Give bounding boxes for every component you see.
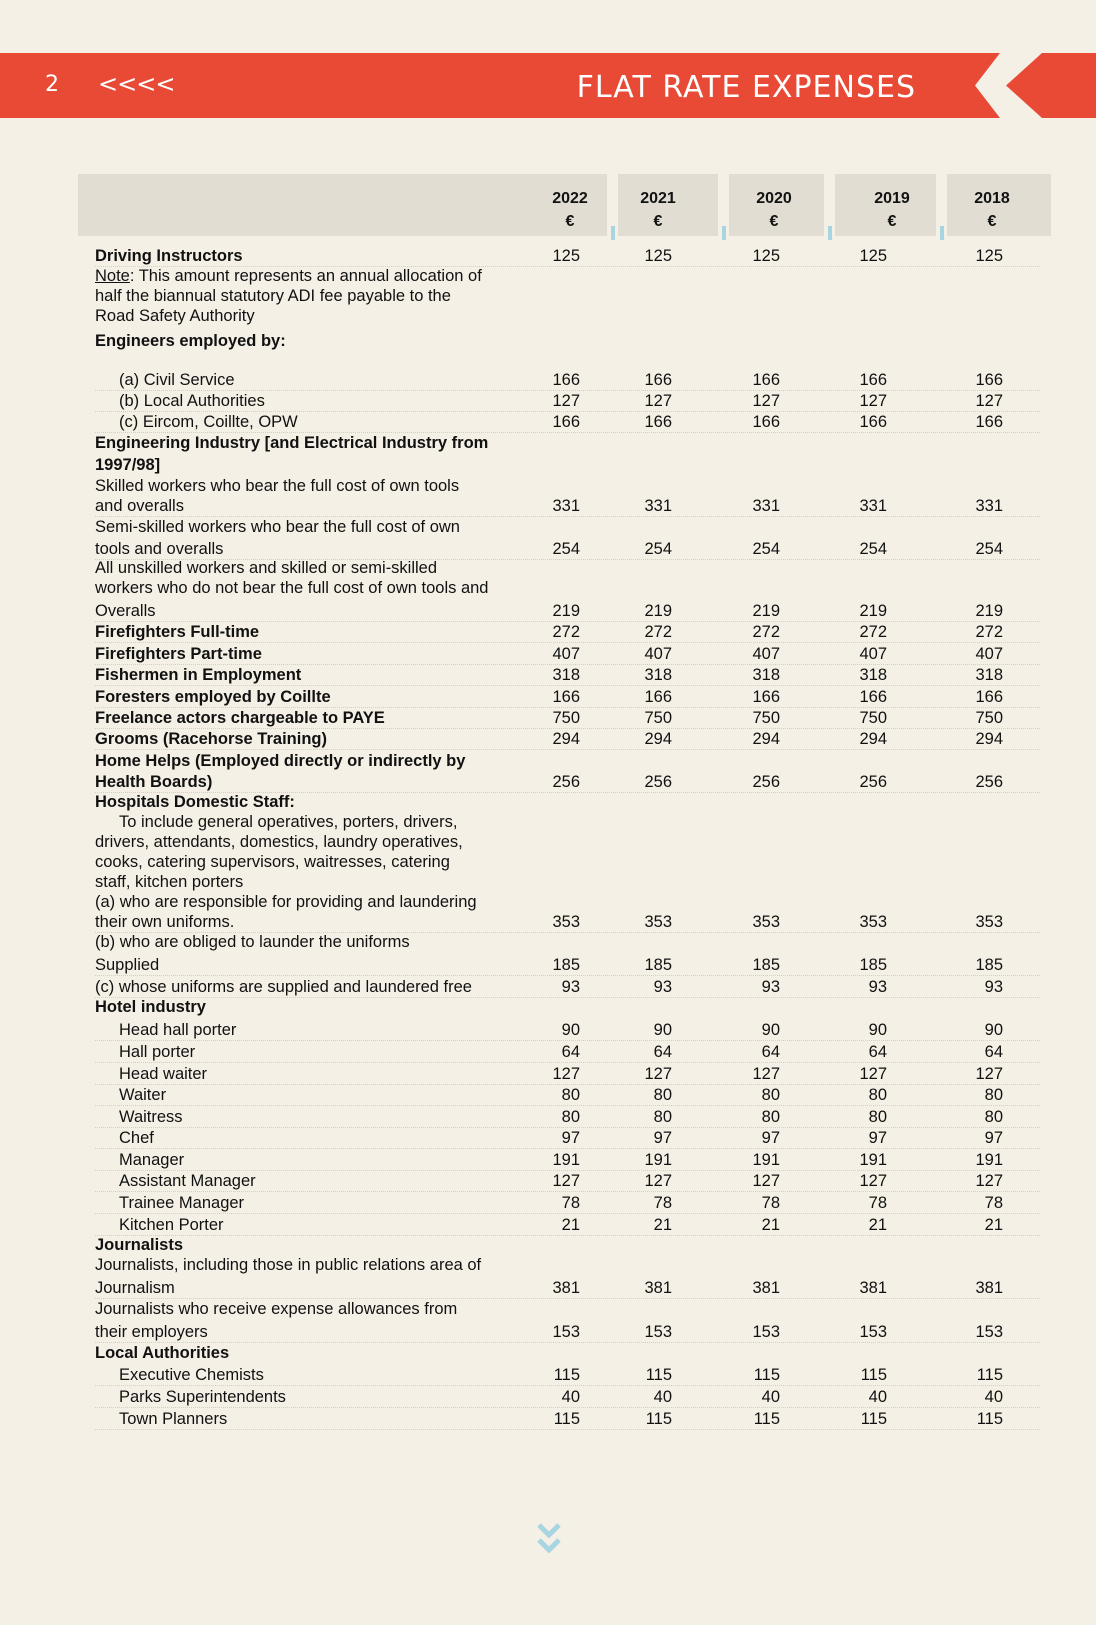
cell-value: 166 — [975, 371, 1003, 389]
cell-value: 40 — [984, 1388, 1003, 1406]
cell-value: 254 — [859, 540, 887, 558]
cell-value: 21 — [653, 1216, 672, 1234]
page-number: 2 — [45, 72, 59, 97]
row-label: Waiter — [119, 1086, 167, 1104]
year-header-2021: 2021 € — [640, 190, 676, 230]
cell-value: 64 — [561, 1043, 580, 1061]
cell-value: 21 — [984, 1216, 1003, 1234]
row-label: Parks Superintendents — [119, 1388, 286, 1406]
cell-value: 127 — [859, 1065, 887, 1083]
cell-value: 90 — [868, 1021, 887, 1039]
row-divider — [95, 1213, 1040, 1214]
cell-value: 381 — [552, 1279, 580, 1297]
row-divider — [95, 1385, 1040, 1386]
column-separator — [936, 174, 947, 236]
row-divider — [95, 1040, 1040, 1041]
cell-value: 750 — [752, 709, 780, 727]
row-label: (c) whose uniforms are supplied and laundered free — [95, 978, 472, 996]
cell-value: 166 — [752, 413, 780, 431]
section-heading: Hotel industry — [95, 998, 206, 1016]
cell-value: 294 — [644, 730, 672, 748]
row-divider — [95, 1105, 1040, 1106]
cell-value: 93 — [868, 978, 887, 996]
cell-value: 272 — [752, 623, 780, 641]
row-divider — [95, 1148, 1040, 1149]
row-label: Journalism — [95, 1279, 175, 1297]
cell-value: 153 — [644, 1323, 672, 1341]
cell-value: 127 — [552, 392, 580, 410]
cell-value: 80 — [561, 1108, 580, 1126]
cell-value: 90 — [984, 1021, 1003, 1039]
cell-value: 256 — [644, 773, 672, 791]
cell-value: 40 — [868, 1388, 887, 1406]
cell-value: 125 — [975, 247, 1003, 265]
section-heading: Journalists — [95, 1236, 184, 1254]
cell-value: 318 — [644, 666, 672, 684]
cell-value: 127 — [552, 1172, 580, 1190]
cell-value: 166 — [752, 688, 780, 706]
row-label: Health Boards) — [95, 773, 213, 791]
cell-value: 166 — [644, 413, 672, 431]
cell-value: 78 — [984, 1194, 1003, 1212]
cell-value: 407 — [552, 645, 580, 663]
cell-value: 166 — [859, 413, 887, 431]
cell-value: 153 — [752, 1323, 780, 1341]
row-label: (a) who are responsible for providing and laundering — [95, 893, 477, 911]
cell-value: 93 — [984, 978, 1003, 996]
cell-value: 97 — [653, 1129, 672, 1147]
cell-value: 21 — [761, 1216, 780, 1234]
cell-value: 127 — [975, 1172, 1003, 1190]
cell-value: 166 — [752, 371, 780, 389]
cell-value: 191 — [975, 1151, 1003, 1169]
cell-value: 254 — [975, 540, 1003, 558]
cell-value: 115 — [553, 1410, 580, 1428]
cell-value: 166 — [552, 371, 580, 389]
cell-value: 127 — [975, 392, 1003, 410]
cell-value: 381 — [752, 1279, 780, 1297]
cell-value: 185 — [975, 956, 1003, 974]
row-label: Overalls — [95, 602, 156, 620]
year-header-2020: 2020 € — [756, 190, 792, 230]
row-label: Supplied — [95, 956, 160, 974]
cell-value: 353 — [552, 913, 580, 931]
row-label: Waitress — [119, 1108, 183, 1126]
row-label: Firefighters Full-time — [95, 623, 260, 641]
cell-value: 166 — [859, 688, 887, 706]
cell-value: 80 — [984, 1108, 1003, 1126]
cell-value: 166 — [644, 688, 672, 706]
cell-value: 381 — [975, 1279, 1003, 1297]
cell-value: 80 — [984, 1086, 1003, 1104]
cell-value: 272 — [859, 623, 887, 641]
cell-value: 97 — [561, 1129, 580, 1147]
cell-value: 80 — [868, 1108, 887, 1126]
cell-value: 21 — [561, 1216, 580, 1234]
cell-value: 272 — [552, 623, 580, 641]
cell-value: 127 — [644, 1172, 672, 1190]
year-header-2019: 2019 € — [874, 190, 910, 230]
cell-value: 115 — [645, 1366, 672, 1384]
cell-value: 40 — [653, 1388, 672, 1406]
section-heading: 1997/98] — [95, 456, 161, 474]
cell-value: 125 — [752, 247, 780, 265]
row-label: (c) Eircom, Coillte, OPW — [119, 413, 298, 431]
cell-value: 127 — [859, 392, 887, 410]
cell-value: 294 — [859, 730, 887, 748]
row-label: Chef — [119, 1129, 154, 1147]
double-chevron-left-icon[interactable]: <<<< — [98, 70, 175, 98]
cell-value: 64 — [761, 1043, 780, 1061]
cell-value: 125 — [859, 247, 887, 265]
column-separator — [824, 174, 835, 236]
row-label: tools and overalls — [95, 540, 224, 558]
cell-value: 153 — [859, 1323, 887, 1341]
cell-value: 272 — [644, 623, 672, 641]
cell-value: 64 — [653, 1043, 672, 1061]
row-label: (b) Local Authorities — [119, 392, 265, 410]
cell-value: 80 — [761, 1108, 780, 1126]
cell-value: 318 — [859, 666, 887, 684]
cell-value: 185 — [552, 956, 580, 974]
row-label: staff, kitchen porters — [95, 873, 244, 891]
cell-value: 254 — [752, 540, 780, 558]
cell-value: 331 — [975, 497, 1003, 515]
cell-value: 115 — [753, 1410, 780, 1428]
cell-value: 191 — [859, 1151, 887, 1169]
cell-value: 750 — [644, 709, 672, 727]
row-label: their employers — [95, 1323, 208, 1341]
cell-value: 256 — [552, 773, 580, 791]
section-heading: Engineering Industry [and Electrical Industry from — [95, 434, 489, 452]
row-label: Journalists, including those in public relations area of — [95, 1256, 482, 1274]
cell-value: 381 — [859, 1279, 887, 1297]
section-heading: Hospitals Domestic Staff: — [95, 793, 295, 811]
cell-value: 331 — [644, 497, 672, 515]
cell-value: 185 — [752, 956, 780, 974]
note-prefix: Note — [95, 267, 130, 285]
cell-value: 381 — [644, 1279, 672, 1297]
row-label: (a) Civil Service — [119, 371, 235, 389]
row-divider — [95, 749, 1040, 750]
cell-value: 40 — [561, 1388, 580, 1406]
row-label: Journalists who receive expense allowances from — [95, 1300, 458, 1318]
row-label: Assistant Manager — [119, 1172, 256, 1190]
cell-value: 127 — [552, 1065, 580, 1083]
cell-value: 127 — [644, 392, 672, 410]
cell-value: 115 — [860, 1410, 887, 1428]
cell-value: 115 — [860, 1366, 887, 1384]
note-text: : This amount represents an annual allocation of — [129, 267, 482, 285]
row-label: Head hall porter — [119, 1021, 237, 1039]
double-chevron-down-icon[interactable] — [536, 1522, 562, 1558]
cell-value: 219 — [644, 602, 672, 620]
cell-value: 185 — [859, 956, 887, 974]
cell-value: 90 — [761, 1021, 780, 1039]
row-label: Skilled workers who bear the full cost of own tools — [95, 477, 460, 495]
driving-instructors-label: Driving Instructors — [95, 247, 243, 265]
cell-value: 407 — [752, 645, 780, 663]
cell-value: 97 — [984, 1129, 1003, 1147]
cell-value: 254 — [644, 540, 672, 558]
row-label: Trainee Manager — [119, 1194, 245, 1212]
page-title: FLAT RATE EXPENSES — [576, 70, 916, 105]
cell-value: 353 — [859, 913, 887, 931]
cell-value: 115 — [976, 1366, 1003, 1384]
cell-value: 127 — [859, 1172, 887, 1190]
row-label: cooks, catering supervisors, waitresses, catering — [95, 853, 450, 871]
cell-value: 185 — [644, 956, 672, 974]
cell-value: 294 — [752, 730, 780, 748]
row-label: Foresters employed by Coillte — [95, 688, 331, 706]
row-label: Executive Chemists — [119, 1366, 264, 1384]
year-header-2018: 2018 € — [974, 190, 1010, 230]
cell-value: 21 — [868, 1216, 887, 1234]
cell-value: 80 — [653, 1086, 672, 1104]
cell-value: 115 — [553, 1366, 580, 1384]
cell-value: 318 — [552, 666, 580, 684]
row-divider — [95, 685, 1040, 686]
row-label: Hall porter — [119, 1043, 196, 1061]
cell-value: 191 — [552, 1151, 580, 1169]
cell-value: 294 — [975, 730, 1003, 748]
cell-value: 191 — [644, 1151, 672, 1169]
cell-value: 127 — [644, 1065, 672, 1083]
cell-value: 64 — [984, 1043, 1003, 1061]
cell-value: 97 — [761, 1129, 780, 1147]
cell-value: 353 — [975, 913, 1003, 931]
cell-value: 219 — [975, 602, 1003, 620]
cell-value: 318 — [975, 666, 1003, 684]
cell-value: 750 — [859, 709, 887, 727]
cell-value: 127 — [752, 1172, 780, 1190]
row-divider — [95, 642, 1040, 643]
note-line — [95, 266, 515, 286]
cell-value: 153 — [552, 1323, 580, 1341]
row-divider — [95, 1191, 1040, 1192]
cell-value: 127 — [752, 392, 780, 410]
cell-value: 256 — [752, 773, 780, 791]
row-label: Head waiter — [119, 1065, 208, 1083]
row-label: Home Helps (Employed directly or indirectly by — [95, 752, 466, 770]
cell-value: 407 — [859, 645, 887, 663]
cell-value: 294 — [552, 730, 580, 748]
cell-value: 219 — [752, 602, 780, 620]
row-label: (b) who are obliged to launder the uniforms — [95, 933, 410, 951]
row-divider — [95, 1407, 1040, 1408]
cell-value: 78 — [561, 1194, 580, 1212]
cell-value: 166 — [859, 371, 887, 389]
cell-value: 80 — [761, 1086, 780, 1104]
row-label: All unskilled workers and skilled or semi-skilled — [95, 559, 438, 577]
cell-value: 93 — [653, 978, 672, 996]
row-label: Freelance actors chargeable to PAYE — [95, 709, 385, 727]
cell-value: 166 — [644, 371, 672, 389]
cell-value: 256 — [859, 773, 887, 791]
cell-value: 80 — [561, 1086, 580, 1104]
cell-value: 166 — [975, 688, 1003, 706]
row-divider — [95, 1062, 1040, 1063]
cell-value: 254 — [552, 540, 580, 558]
row-label: Firefighters Part-time — [95, 645, 262, 663]
cell-value: 153 — [975, 1323, 1003, 1341]
cell-value: 166 — [552, 413, 580, 431]
row-label: Semi-skilled workers who bear the full cost of own — [95, 518, 460, 536]
cell-value: 353 — [752, 913, 780, 931]
cell-value: 115 — [976, 1410, 1003, 1428]
cell-value: 125 — [552, 247, 580, 265]
row-label: workers who do not bear the full cost of own tools and — [95, 579, 489, 597]
row-label: Fishermen in Employment — [95, 666, 302, 684]
row-divider — [95, 975, 1040, 976]
cell-value: 80 — [653, 1108, 672, 1126]
cell-value: 353 — [644, 913, 672, 931]
cell-value: 115 — [645, 1410, 672, 1428]
cell-value: 750 — [975, 709, 1003, 727]
cell-value: 115 — [753, 1366, 780, 1384]
cell-value: 40 — [761, 1388, 780, 1406]
cell-value: 318 — [752, 666, 780, 684]
cell-value: 93 — [561, 978, 580, 996]
cell-value: 219 — [552, 602, 580, 620]
row-label: and overalls — [95, 497, 184, 515]
row-label: Grooms (Racehorse Training) — [95, 730, 327, 748]
cell-value: 125 — [644, 247, 672, 265]
cell-value: 90 — [653, 1021, 672, 1039]
cell-value: 78 — [653, 1194, 672, 1212]
cell-value: 166 — [552, 688, 580, 706]
row-label: drivers, attendants, domestics, laundry operatives, — [95, 833, 463, 851]
cell-value: 256 — [975, 773, 1003, 791]
cell-value: 407 — [975, 645, 1003, 663]
note-line: Road Safety Authority — [95, 307, 255, 325]
row-divider — [95, 1429, 1040, 1430]
cell-value: 90 — [561, 1021, 580, 1039]
cell-value: 750 — [552, 709, 580, 727]
cell-value: 78 — [868, 1194, 887, 1212]
cell-value: 127 — [975, 1065, 1003, 1083]
year-header-2022: 2022 € — [552, 190, 588, 230]
cell-value: 331 — [859, 497, 887, 515]
banner-tail — [1006, 53, 1096, 118]
cell-value: 78 — [761, 1194, 780, 1212]
cell-value: 331 — [552, 497, 580, 515]
row-label: Manager — [119, 1151, 185, 1169]
row-label: Town Planners — [119, 1410, 228, 1428]
cell-value: 407 — [644, 645, 672, 663]
cell-value: 331 — [752, 497, 780, 515]
cell-value: 127 — [752, 1065, 780, 1083]
cell-value: 97 — [868, 1129, 887, 1147]
row-label: To include general operatives, porters, drivers, — [119, 813, 458, 831]
cell-value: 272 — [975, 623, 1003, 641]
cell-value: 191 — [752, 1151, 780, 1169]
row-label: Kitchen Porter — [119, 1216, 224, 1234]
note-line: half the biannual statutory ADI fee payable to the — [95, 287, 451, 305]
row-label: their own uniforms. — [95, 913, 235, 931]
section-heading: Local Authorities — [95, 1344, 230, 1362]
cell-value: 80 — [868, 1086, 887, 1104]
cell-value: 166 — [975, 413, 1003, 431]
section-heading: Engineers employed by: — [95, 332, 286, 350]
cell-value: 64 — [868, 1043, 887, 1061]
column-separator — [718, 174, 729, 236]
cell-value: 219 — [859, 602, 887, 620]
cell-value: 93 — [761, 978, 780, 996]
